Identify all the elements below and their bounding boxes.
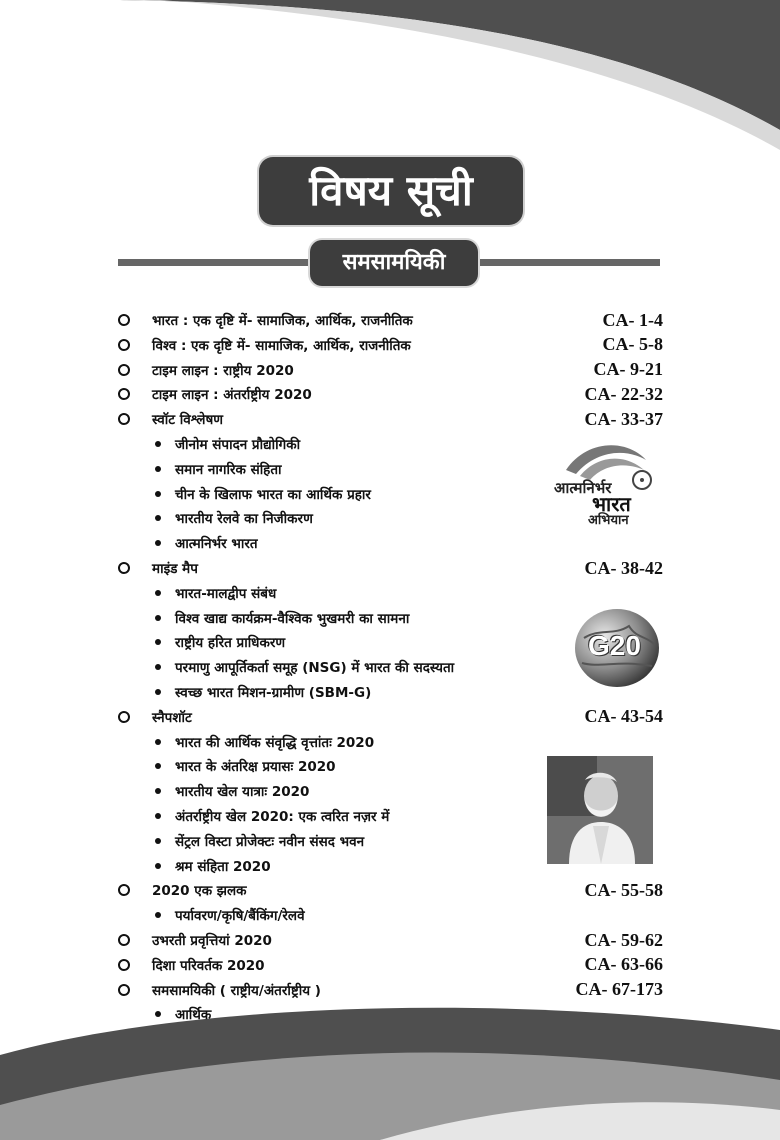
toc-entry-page: CA- 1-4: [602, 309, 663, 330]
section-title: समसामयिकी: [310, 240, 478, 286]
toc-subitem: [155, 606, 409, 630]
toc-entry-label: टाइम लाइन : राष्ट्रीय 2020: [152, 362, 294, 379]
toc-entry: [118, 556, 663, 580]
toc-entry-page: CA- 9-21: [593, 359, 663, 380]
circle-bullet-icon: [118, 562, 130, 574]
dot-bullet-icon: [155, 639, 161, 645]
dot-bullet-icon: [155, 540, 161, 546]
toc-subitem: [155, 482, 371, 506]
aatmanirbhar-bharat-logo: [546, 440, 656, 526]
toc-entry: [118, 953, 663, 977]
toc-subitem-label: अंतर्राष्ट्रीय खेल 2020: एक त्वरित नज़र में: [175, 809, 390, 825]
circle-bullet-icon: [118, 364, 130, 376]
toc-subitem: [155, 432, 300, 456]
toc-entry-page: CA- 63-66: [584, 954, 663, 975]
toc-subitem-label: श्रम संहिता 2020: [175, 858, 271, 875]
toc-entry-page: CA- 67-173: [575, 979, 663, 1000]
toc-entry-label: समसामयिकी ( राष्ट्रीय/अंतर्राष्ट्रीय ): [152, 982, 321, 999]
toc-entry-label: दिशा परिवर्तक 2020: [152, 957, 265, 974]
toc-subitem-label: आर्थिक: [175, 1007, 212, 1024]
circle-bullet-icon: [118, 959, 130, 971]
toc-subitem-label: भारतीय रेलवे का निजीकरण: [175, 511, 313, 528]
dot-bullet-icon: [155, 590, 161, 596]
person-icon: [547, 756, 653, 864]
toc-entry-label: भारत : एक दृष्टि में- सामाजिक, आर्थिक, राजनीतिक: [152, 313, 413, 329]
toc-subitem: [155, 903, 305, 927]
dot-bullet-icon: [155, 763, 161, 769]
toc-subitem: [155, 730, 374, 754]
dot-bullet-icon: [155, 788, 161, 794]
toc-entry: [118, 705, 663, 729]
toc-entry-label: टाइम लाइन : अंतर्राष्ट्रीय 2020: [152, 387, 312, 404]
toc-subitem-label: चीन के खिलाफ भारत का आर्थिक प्रहार: [175, 486, 371, 503]
circle-bullet-icon: [118, 388, 130, 400]
logo-text-line2: भारत: [592, 492, 631, 516]
toc-entry-label: विश्व : एक दृष्टि में- सामाजिक, आर्थिक, राजनीतिक: [152, 337, 411, 354]
toc-subitem: [155, 804, 389, 828]
circle-bullet-icon: [118, 711, 130, 723]
g20-globe-logo: [574, 608, 660, 688]
dot-bullet-icon: [155, 491, 161, 497]
circle-bullet-icon: [118, 413, 130, 425]
g20-text: G20: [588, 630, 641, 661]
toc-subitem-label: भारत की आर्थिक संवृद्धि वृत्तांतः 2020: [175, 734, 375, 751]
dot-bullet-icon: [155, 466, 161, 472]
circle-bullet-icon: [118, 934, 130, 946]
dot-bullet-icon: [155, 689, 161, 695]
toc-subitem: [155, 754, 336, 778]
dot-bullet-icon: [155, 441, 161, 447]
toc-entry: [118, 308, 663, 332]
circle-bullet-icon: [118, 884, 130, 896]
toc-subitem-label: भारत के अंतरिक्ष प्रयासः 2020: [175, 759, 336, 776]
circle-bullet-icon: [118, 314, 130, 326]
toc-subitem-label: परमाणु आपूर्तिकर्ता समूह (NSG) में भारत की सदस्यता: [175, 660, 455, 677]
toc-subitem: [155, 630, 285, 654]
toc-subitem: [155, 457, 282, 481]
toc-subitem: [155, 531, 258, 555]
toc-entry-page: CA- 33-37: [584, 408, 663, 429]
toc-subitem: [155, 829, 364, 853]
dot-bullet-icon: [155, 813, 161, 819]
toc-subitem: [155, 581, 276, 605]
toc-subitem: [155, 1002, 211, 1026]
toc-entry-page: CA- 55-58: [584, 879, 663, 900]
toc-subitem-label: जीनोम संपादन प्रौद्योगिकी: [175, 437, 301, 453]
toc-entry: [118, 333, 663, 357]
dot-bullet-icon: [155, 838, 161, 844]
portrait-photo: [547, 756, 653, 864]
dot-bullet-icon: [155, 863, 161, 869]
toc-entry-label: उभरती प्रवृत्तियां 2020: [152, 933, 272, 949]
toc-subitem-label: पर्यावरण/कृषि/बैंकिंग/रेलवे: [175, 908, 305, 925]
toc-entry: [118, 978, 663, 1002]
toc-entry-label: स्नैपशॉट: [152, 709, 192, 726]
toc-entry: [118, 382, 663, 406]
circle-bullet-icon: [118, 339, 130, 351]
logo-text-line1: आत्मनिर्भर: [554, 479, 612, 497]
toc-entry-page: CA- 38-42: [584, 557, 663, 578]
dot-bullet-icon: [155, 912, 161, 918]
toc-entry-page: CA- 43-54: [584, 706, 663, 727]
dot-bullet-icon: [155, 739, 161, 745]
toc-subitem-label: राष्ट्रीय हरित प्राधिकरण: [175, 635, 286, 652]
toc-subitem-label: सेंट्रल विस्टा प्रोजेक्टः नवीन संसद भवन: [175, 833, 365, 850]
toc-subitem-label: आत्मनिर्भर भारत: [175, 536, 258, 553]
toc-subitem-label: भारत-मालद्वीप संबंध: [175, 585, 277, 602]
toc-subitem: [155, 854, 271, 878]
toc-subitem-label: विश्व खाद्य कार्यक्रम-वैश्विक भुखमरी का सामना: [175, 610, 410, 627]
toc-entry-label: 2020 एक झलक: [152, 883, 247, 900]
toc-entry: [118, 928, 663, 952]
page-title: विषय सूची: [259, 157, 523, 225]
toc-subitem: [155, 506, 313, 530]
dot-bullet-icon: [155, 515, 161, 521]
toc-entry-page: CA- 5-8: [602, 334, 663, 355]
toc-subitem-label: भारतीय खेल यात्राः 2020: [175, 784, 310, 801]
toc-entry-label: स्वॉट विश्लेषण: [152, 412, 224, 429]
toc-subitem: [155, 779, 309, 803]
dot-bullet-icon: [155, 615, 161, 621]
toc-subitem-label: स्वच्छ भारत मिशन-ग्रामीण (SBM-G): [175, 685, 372, 701]
toc-entry: [118, 407, 663, 431]
toc-subitem: [155, 680, 371, 704]
dot-bullet-icon: [155, 664, 161, 670]
dot-bullet-icon: [155, 1011, 161, 1017]
logo-text-line3: अभियान: [588, 513, 629, 528]
toc-entry: [118, 878, 663, 902]
circle-bullet-icon: [118, 984, 130, 996]
toc-subitem: [155, 655, 454, 679]
toc-subitem-label: समान नागरिक संहिता: [175, 461, 282, 478]
toc-entry: [118, 358, 663, 382]
toc-entry-page: CA- 22-32: [584, 383, 663, 404]
toc-entry-label: माइंड मैप: [152, 561, 198, 577]
toc-entry-page: CA- 59-62: [584, 929, 663, 950]
